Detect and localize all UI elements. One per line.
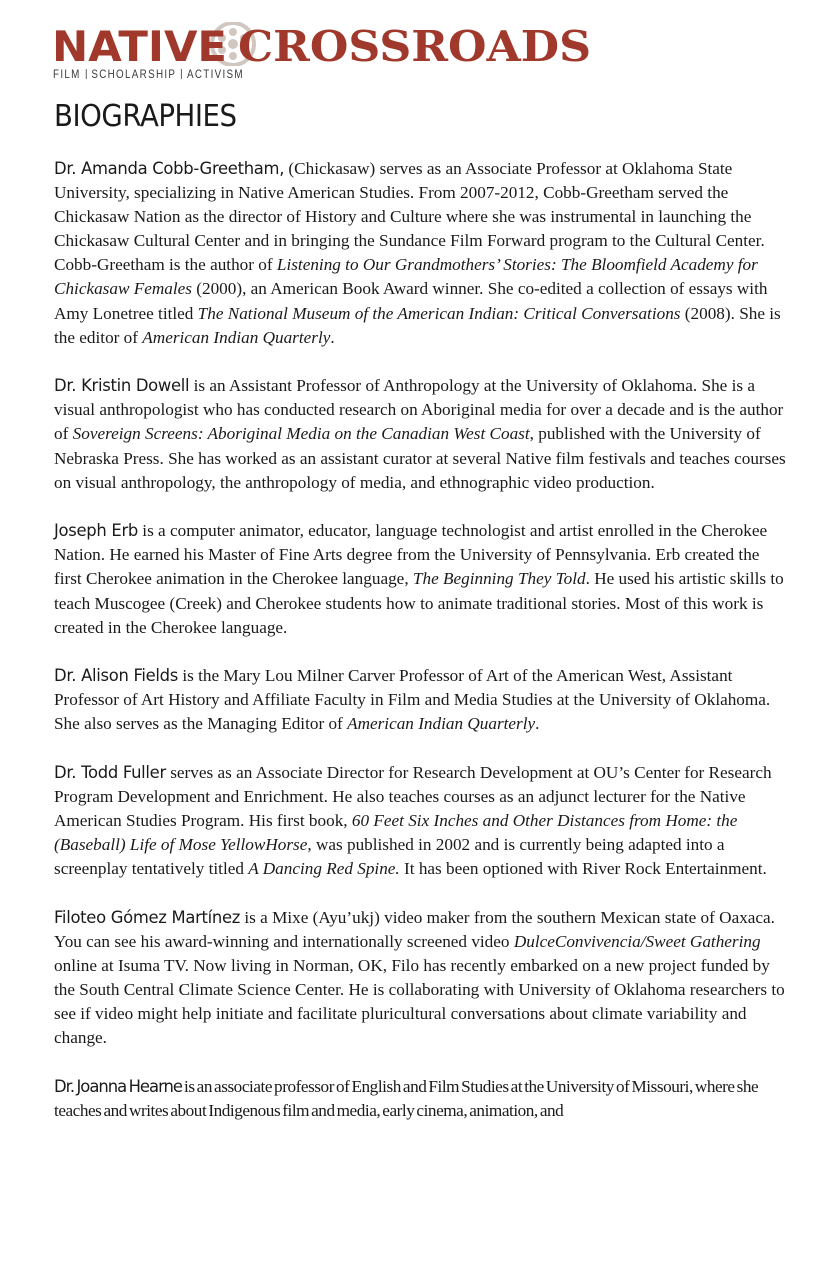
bio-text: (Chickasaw) serves as an Associate Professor at Oklahoma State University, specializing in Native American Studies. From 2007-2012, Cobb-Greetham served the Chickasaw Nation as the director of History and Culture where she was instrumental in launching the Chickasaw Cultural Center and in bringing the Sundance Film Forward program to the Cultural Center. Cobb-Greetham is the author of bbox=[54, 159, 765, 275]
bio-name: Joseph Erb bbox=[54, 521, 138, 541]
bio-text: serves as an Associate Director for Research Development at OU’s Center for Research Program Development and Enrichment. He also teaches courses as an adjunct lecturer for the Native American Studies Program. His first book, bbox=[54, 762, 772, 831]
logo-crossroads-text: CROSSROADS bbox=[238, 22, 591, 66]
bio-name: Dr. Amanda Cobb-Greetham, bbox=[54, 159, 285, 178]
bio-name: Dr. Todd Fuller bbox=[54, 762, 166, 782]
bio-text: is a computer animator, educator, language technologist and artist enrolled in the Cherokee Nation. He earned his Master of Fine Arts degree from the University of Pennsylvania. Erb created the first Cherokee animation in the Cherokee language, bbox=[54, 521, 768, 589]
bio-text: online at Isuma TV. Now living in Norman, OK, Filo has recently embarked on a new project funded by the South Central Climate Science Center. He is collaborating with University of Oklahoma researchers to see if video might help initiate and facilitate pluricultural conversations about climate variability and change. bbox=[54, 956, 785, 1048]
bio-title-italic: The Beginning They Told bbox=[412, 569, 586, 589]
bio-title-italic: Sovereign Screens: Aboriginal Media on the Canadian West Coast bbox=[72, 424, 530, 444]
tagline-activism: ACTIVISM bbox=[186, 67, 244, 81]
bio-name: Dr. Alison Fields bbox=[54, 666, 179, 686]
logo-wordmark bbox=[50, 22, 610, 66]
tagline-scholarship: SCHOLARSHIP bbox=[91, 67, 177, 81]
bio-title-italic: American Indian Quarterly bbox=[142, 327, 331, 347]
bio-alison-fields bbox=[54, 664, 789, 736]
biographies-list bbox=[54, 157, 789, 1148]
bio-name: Dr. Joanna Hearne bbox=[54, 1077, 182, 1096]
bio-text: (2000), an American Book Award winner. She co-edited a collection of essays with Amy Lonetree titled bbox=[54, 279, 768, 323]
tagline-divider bbox=[86, 69, 87, 79]
bio-title-italic: American Indian Quarterly bbox=[347, 714, 536, 734]
bio-filoteo-gomez-martinez bbox=[54, 906, 789, 1051]
bio-kristin-dowell bbox=[54, 374, 789, 494]
bio-text: It has been optioned with River Rock Entertainment. bbox=[399, 859, 767, 879]
bio-text: . bbox=[330, 327, 335, 347]
bio-text: , published with the University of Nebraska Press. She has worked as an assistant curator at several Native film festivals and teaches courses on visual anthropology, the anthropology of media, and ethnographic video production. bbox=[54, 424, 786, 492]
bio-title-italic: A Dancing Red Spine. bbox=[248, 859, 400, 879]
bio-joseph-erb bbox=[54, 519, 789, 639]
bio-title-italic: Listening to Our Grandmothers’ Stories: The Bloomfield Academy for Chickasaw Females bbox=[54, 255, 758, 299]
bio-text: . He used his artistic skills to teach Muscogee (Creek) and Cherokee students how to animate traditional stories. Most of this work is created in the Cherokee language. bbox=[54, 569, 784, 637]
tagline-divider bbox=[181, 69, 182, 79]
logo-native-text: NATIVE bbox=[52, 22, 227, 66]
bio-todd-fuller bbox=[54, 761, 789, 881]
page-title: BIOGRAPHIES bbox=[54, 99, 237, 134]
bio-title-italic: The National Museum of the American Indian: Critical Conversations bbox=[197, 303, 681, 323]
bio-name: Filoteo Gómez Martínez bbox=[54, 907, 241, 927]
bio-text: is an Assistant Professor of Anthropology at the University of Oklahoma. She is a visual anthropologist who has conducted research on Aboriginal media for over a decade and is the author of bbox=[54, 376, 784, 444]
bio-amanda-cobb-greetham bbox=[54, 157, 789, 350]
bio-text: , was published in 2002 and is currently being adapted into a screenplay tentatively titled bbox=[54, 835, 725, 879]
bio-text: is a Mixe (Ayu’ukj) video maker from the southern Mexican state of Oaxaca. You can see his award-winning and internationally screened video bbox=[54, 907, 775, 952]
bio-text: is the Mary Lou Milner Carver Professor of Art of the American West, Assistant Professor of Art History and Affiliate Faculty in Film and Media Studies at the University of Oklahoma. She also serves as the Managing Editor of bbox=[54, 666, 771, 734]
logo-tagline bbox=[53, 67, 244, 81]
bio-text: . bbox=[535, 714, 540, 734]
bio-text: is an associate professor of English and Film Studies at the University of Missouri, where she teaches and writes about Indigenous film and media, early cinema, animation, and bbox=[54, 1077, 759, 1121]
bio-text: (2008). She is the editor of bbox=[54, 303, 781, 347]
bio-title-italic: DulceConvivencia/Sweet Gathering bbox=[513, 932, 761, 952]
tagline-film: FILM bbox=[53, 67, 81, 81]
bio-joanna-hearne bbox=[54, 1075, 789, 1123]
native-crossroads-logo bbox=[50, 22, 610, 84]
bio-name: Dr. Kristin Dowell bbox=[54, 376, 190, 396]
bio-title-italic: 60 Feet Six Inches and Other Distances from Home: the (Baseball) Life of Mose YellowHorse bbox=[54, 811, 738, 855]
